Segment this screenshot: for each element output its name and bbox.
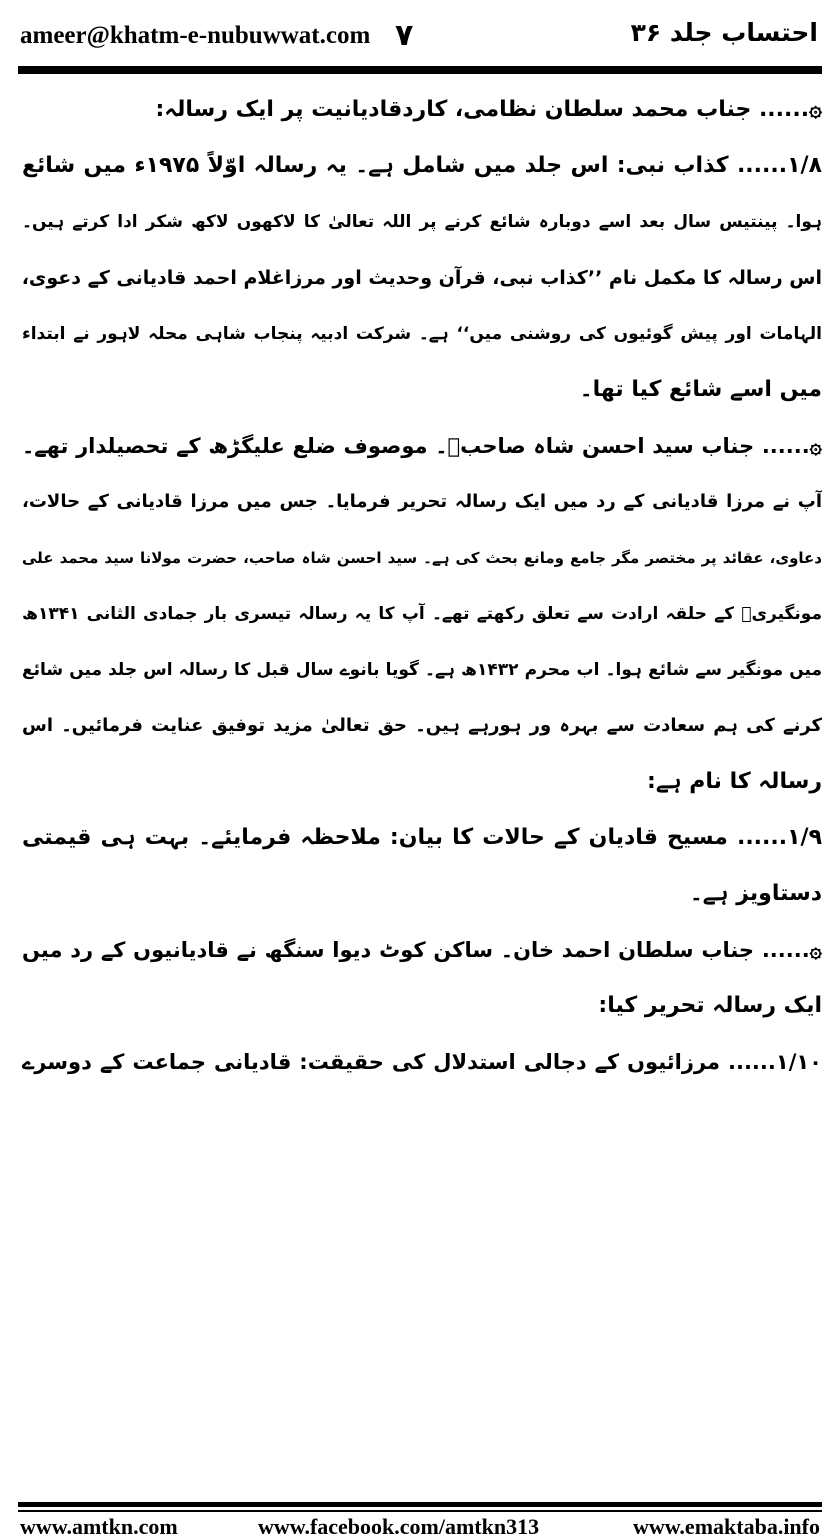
- paragraph-line: ۞...... جناب محمد سلطان نظامی، کاردقادیانیت پر ایک رسالہ:: [155, 97, 822, 122]
- paragraph-line: مونگیریؒ کے حلقہ ارادت سے تعلق رکھتے تھے۔ آپ کا یہ رسالہ تیسری بار جمادی الثانی ۱۳۴۱ھ: [22, 604, 822, 624]
- paragraph-line: الہامات اور پیش گوئیوں کی روشنی میں‘‘ ہے۔ شرکت ادبیہ پنجاب شاہی محلہ لاہور نے ابتداء: [22, 324, 822, 344]
- page-body: [22, 82, 822, 1090]
- footer-link-emaktaba[interactable]: www.emaktaba.info: [632, 1514, 820, 1539]
- footer-link-facebook[interactable]: www.facebook.com/amtkn313: [258, 1514, 540, 1539]
- page-footer: [0, 1512, 840, 1540]
- page-header: [0, 0, 840, 70]
- footer-link-amtkn[interactable]: www.amtkn.com: [20, 1514, 178, 1539]
- page-number: ۷: [395, 18, 414, 53]
- paragraph-line: رسالہ کا نام ہے:: [647, 769, 822, 794]
- paragraph-line: دعاوی، عقائد پر مختصر مگر جامع ومانع بحث کی ہے۔ سید احسن شاہ صاحب، حضرت مولانا سید محمد علی: [22, 549, 822, 567]
- paragraph-line: کرنے کی ہم سعادت سے بہرہ ور ہورہے ہیں۔ حق تعالیٰ مزید توفیق عنایت فرمائیں۔ اس: [22, 715, 822, 736]
- paragraph-line: اس رسالہ کا مکمل نام ’’کذاب نبی، قرآن وحدیث اور مرزاغلام احمد قادیانی کے دعوی،: [22, 267, 822, 289]
- header-rule: [18, 66, 822, 74]
- paragraph-line: ہوا۔ پینتیس سال بعد اسے دوبارہ شائع کرنے پر اللہ تعالیٰ کا لاکھوں لاکھ شکر ادا کرتے ہیں۔: [22, 212, 822, 232]
- paragraph-line: ۱/۹...... مسیح قادیان کے حالات کا بیان: ملاحظہ فرمایئے۔ بہت ہی قیمتی: [22, 825, 822, 850]
- paragraph-line: ایک رسالہ تحریر کیا:: [598, 993, 822, 1018]
- paragraph-line: ۱/۱۰...... مرزائیوں کے دجالی استدلال کی حقیقت: قادیانی جماعت کے دوسرے: [22, 1050, 822, 1074]
- paragraph-line: میں اسے شائع کیا تھا۔: [579, 377, 822, 402]
- paragraph-line: ۞...... جناب سید احسن شاہ صاحبؒ۔ موصوف ضلع علیگڑھ کے تحصیلدار تھے۔: [22, 434, 822, 458]
- paragraph-line: ۱/۸...... کذاب نبی: اس جلد میں شامل ہے۔ یہ رسالہ اوّلاً ۱۹۷۵ء میں شائع: [22, 153, 822, 178]
- footer-rule-thick: [18, 1502, 822, 1507]
- header-email[interactable]: ameer@khatm-e-nubuwwat.com: [20, 22, 371, 49]
- paragraph-line: دستاویز ہے۔: [689, 881, 822, 906]
- paragraph-line: میں مونگیر سے شائع ہوا۔ اب محرم ۱۴۳۲ھ ہے۔ گویا بانوے سال قبل کا رسالہ اس جلد میں شائع: [22, 660, 822, 680]
- volume-title: احتساب جلد ۳۶: [630, 18, 818, 47]
- paragraph-line: ۞...... جناب سلطان احمد خان۔ ساکن کوٹ دیوا سنگھ نے قادیانیوں کے رد میں: [22, 938, 822, 962]
- paragraph-line: آپ نے مرزا قادیانی کے رد میں ایک رسالہ تحریر فرمایا۔ جس میں مرزا قادیانی کے حالات،: [22, 491, 822, 512]
